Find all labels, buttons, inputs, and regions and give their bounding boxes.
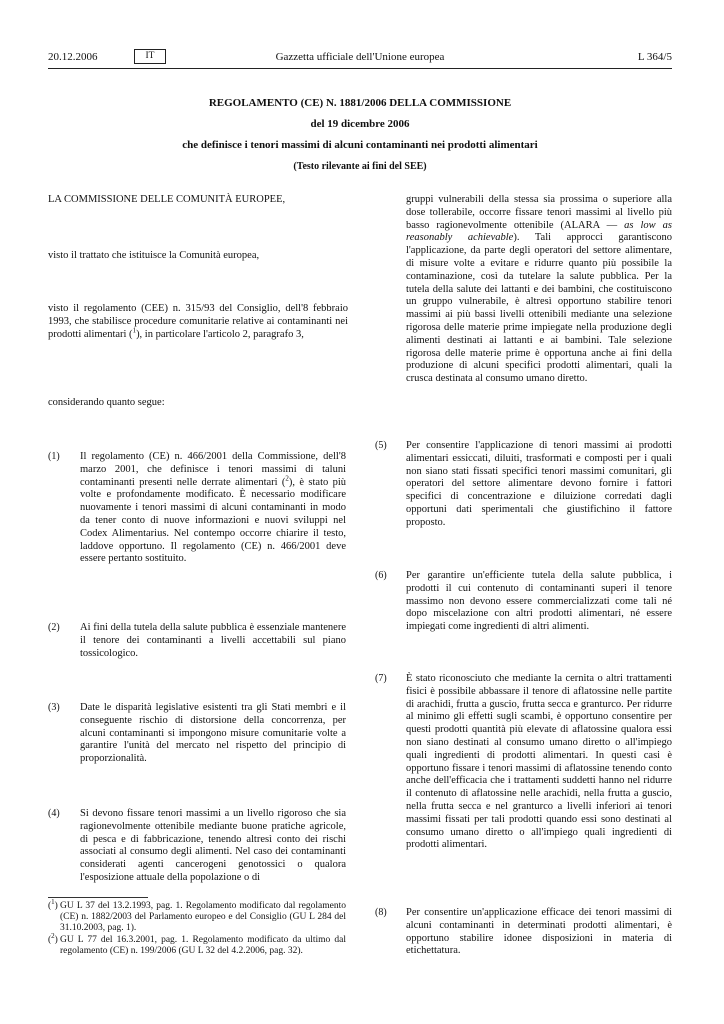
preamble-considering: considerando quanto segue: [48,397,165,408]
preamble-regulation: visto il regolamento (CEE) n. 315/93 del Consiglio, dell'8 febbraio 1993, che stabilisce procedure comunitarie relative ai contaminanti nei prodotti alimentari ($^1$), in particolare l'articolo 2, paragrafo 3, [48,303,348,340]
recital-number: (2) [48,622,60,633]
language-code-box: IT [134,49,166,64]
footnote-rule [48,897,148,898]
footnote-2 [48,931,346,957]
page-reference: L 364/5 [637,51,672,63]
footnote-ref-1: 1 [132,326,137,335]
header-rule [48,68,672,69]
preamble-treaty: visto il trattato che istituisce la Comunità europea, [48,250,260,261]
recital-number: (4) [48,808,60,819]
recital-4-text: Si devono fissare tenori massimi a un livello rigoroso che sia ragionevolmente ottenibile mediante buone pratiche agricole, di pesca e di fabbricazione, tenendo altresì conto dei rischi associati al consumo degli alimenti. Nel caso dei contaminanti considerati agenti cancerogeni genotossici o qualora l'esposizione attuale della popolazione o di [80,808,346,883]
journal-title: Gazzetta ufficiale dell'Unione europea [275,51,445,63]
regulation-title: REGOLAMENTO (CE) N. 1881/2006 DELLA COMMISSIONE [208,97,512,109]
recital-4-continued: gruppi vulnerabili della stessa sia prossima o superiore alla dose tollerabile, occorre fissare tenori massimi al livello più basso ragionevolmente ottenibile (ALARA — as low as reasonably achievable). Tali approcci garantiscono l'applicazione, da parte degli operatori del settore alimentare, di misure volte a evitare e ridurre quanto più possibile la contaminazione, così da tutelare la salute pubblica. Per la tutela della salute dei lattanti e dei bambini, che costituiscono un gruppo vulnerabile, è altresì opportuno stabilire tenori massimi ai più bassi livelli ottenibili mediante una selezione rigorosa delle materie prime impiegate nella produzione degli alimenti destinati ai lattanti e ai bambini. Tale selezione rigorosa delle materie prime è opportuna anche ai fini della produzione di alcuni specifici prodotti alimentari, quali la crusca destinata al consumo umano diretto. [406,194,673,385]
alara-italic: as low as reasonably achievable [406,219,673,244]
recital-number: (6) [375,570,387,581]
footnote-text: GU L 37 del 13.2.1993, pag. 1. Regolamento modificato dal regolamento (CE) n. 1882/2003 del Parlamento europeo e del Consiglio (GU L 284 del 31.10.2003, pag. 1). [60,901,346,933]
recital-number: (8) [375,907,387,918]
footnote-ref-2: 2 [285,474,289,483]
recital-number: (5) [375,440,387,451]
recital-5-text: Per consentire l'applicazione di tenori massimi ai prodotti alimentari essiccati, diluiti, trasformati e composti per i quali non siano stati fissati specifici tenori massimi comunitari, gli operatori del settore alimentare devono fornire i fattori specifici di concentrazione e diluizione corredati dagli opportuni dati sperimentali che giustifichino il fattore proposto. [406,440,672,528]
recital-3-text: Date le disparità legislative esistenti tra gli Stati membri e il conseguente rischio di distorsione della concorrenza, per alcuni contaminanti si impongono misure comunitarie volte a garantire l'unità del mercato nel rispetto del principio di proporzionalità. [80,702,346,765]
footnote-1 [48,897,346,934]
regulation-date: del 19 dicembre 2006 [310,118,410,130]
footnote-mark: ($^2$) [48,931,58,945]
recital-number: (3) [48,702,60,713]
footnote-text: GU L 77 del 16.3.2001, pag. 1. Regolamento modificato da ultimo dal regolamento (CE) n. 199/2006 (GU L 32 del 4.2.2006, pag. 32). [60,935,346,956]
footnote-mark: ($^1$) [48,897,58,911]
recital-8-text: Per consentire un'applicazione efficace dei tenori massimi di alcuni contaminanti in determinati prodotti alimentari, è opportuno stabilire idonee disposizioni in materia di etichettatura. [406,907,672,957]
regulation-subject: che definisce i tenori massimi di alcuni contaminanti nei prodotti alimentari [182,139,538,151]
recital-1-text: Il regolamento (CE) n. 466/2001 della Commissione, dell'8 marzo 2001, che definisce i tenori massimi di taluni contaminanti presenti nelle derrate alimentari ($^2$), è stato più volte e profondamente modificato. È necessario modificare nuovamente i tenori massimi di alcuni contaminanti in modo da tener conto di nuove informazioni e nuovi sviluppi nel Codex Alimentarius. Nel contempo occorre chiarire il testo, laddove opportuno. Il regolamento (CE) n. 466/2001 deve essere pertanto sostituito. [80,451,347,565]
header-date: 20.12.2006 [48,51,98,63]
recital-number: (7) [375,673,387,684]
recital-number: (1) [48,451,60,462]
recital-2-text: Ai fini della tutela della salute pubblica è essenziale mantenere il tenore dei contaminanti a livelli accettabili sul piano tossicologico. [80,622,346,659]
eea-relevance-note: (Testo rilevante ai fini del SEE) [293,161,427,172]
recital-7-text: È stato riconosciuto che mediante la cernita o altri trattamenti fisici è possibile abbassare il tenore di aflatossine nelle partite di arachidi, frutta a guscio, frutta secca e granturco. Per ridurre al minimo gli effetti sugli scambi, è opportuno consentire per questi prodotti quantità più elevate di aflatossine qualora essi non siano destinati al consumo umano diretto o all'impiego quali ingredienti di prodotti alimentari. In questi casi è opportuno fissare i tenori massimi di aflatossine tenendo conto anche dell'efficacia che i trattamenti suddetti hanno nel ridurre il contenuto di aflatossine nelle arachidi, nella frutta a guscio, nella frutta secca e nel granturco a livelli inferiori ai tenori massimi fissati per tali prodotti quando essi sono destinati al consumo umano diretto o all'impiego quali ingredienti di prodotti alimentari. [406,673,672,851]
preamble-commission: LA COMMISSIONE DELLE COMUNITÀ EUROPEE, [48,194,286,205]
recital-6-text: Per garantire un'efficiente tutela della salute pubblica, i prodotti il cui contenuto di contaminanti superi il tenore massimo non devono essere commercializzati come tali né dopo miscelazione con altri prodotti alimentari, né essere impiegati come ingredienti di altri alimenti. [406,570,672,633]
